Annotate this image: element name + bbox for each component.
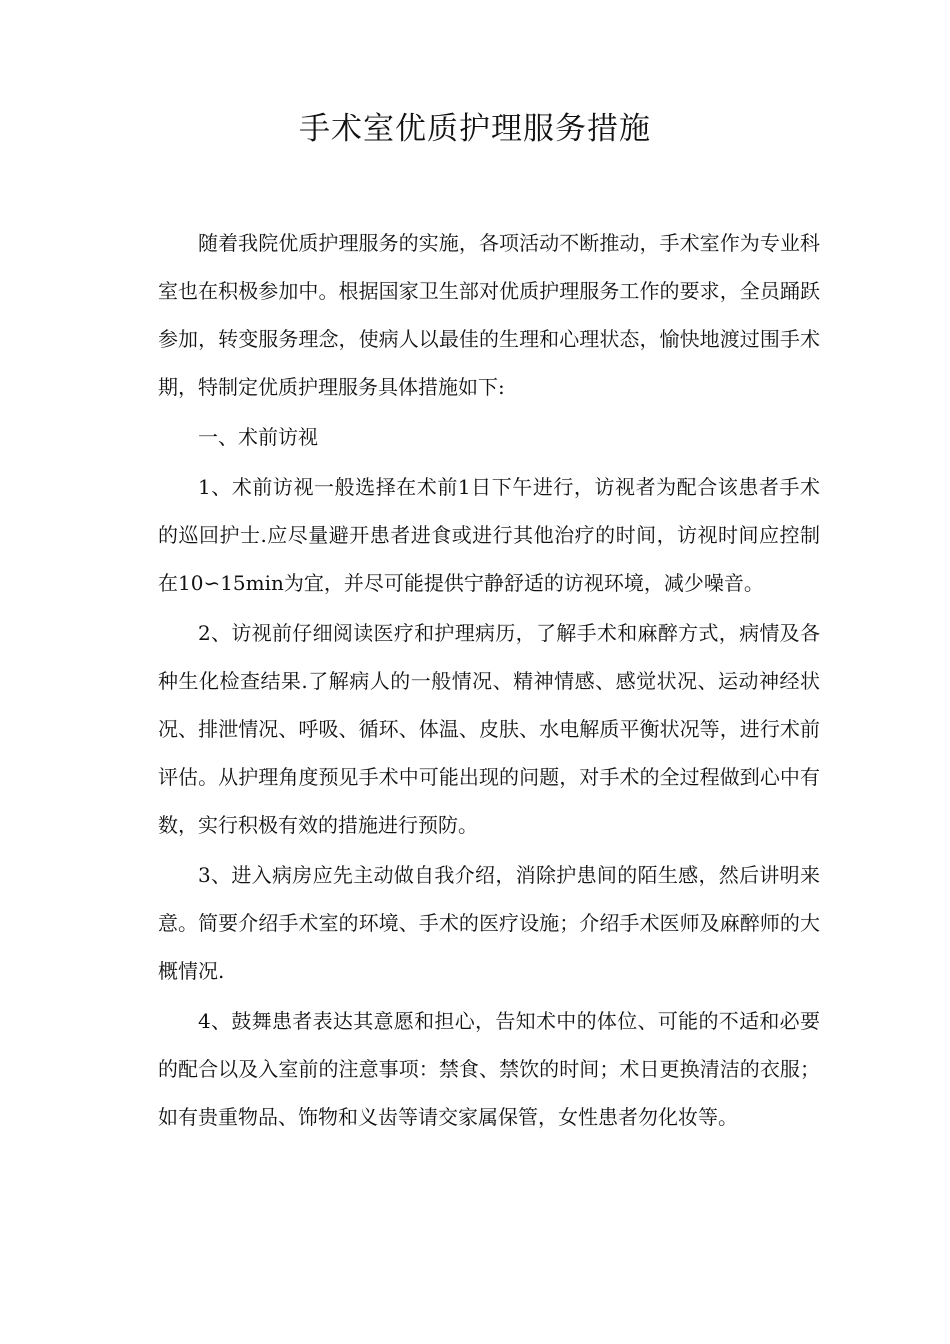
section-heading: 一、术前访视 — [198, 425, 318, 449]
document-title: 手术室优质护理服务措施 — [299, 111, 651, 147]
paragraph-item-2: 2、访视前仔细阅读医疗和护理病历，了解手术和麻醉方式，病情及各种生化检查结果.了解病人的一般情况、精神情感、感觉状况、运动神经状况、排泄情况、呼吸、循环、体温、皮肤、水电解质平衡状况等，进行术前评估。从护理角度预见手术中可能出现的问题，对手术的全过程做到心中有数，实行积极有效的措施进行预防。 — [158, 621, 820, 837]
document-body — [158, 219, 820, 1141]
paragraph-item-4: 4、鼓舞患者表达其意愿和担心，告知术中的体位、可能的不适和必要的配合以及入室前的注意事项：禁食、禁饮的时间；术日更换清洁的衣服；如有贵重物品、饰物和义齿等请交家属保管，女性患者勿化妆等。 — [158, 1009, 820, 1129]
paragraph-item-3: 3、进入病房应先主动做自我介绍，消除护患间的陌生感，然后讲明来意。简要介绍手术室的环境、手术的医疗设施；介绍手术医师及麻醉师的大概情况. — [158, 863, 820, 983]
paragraph-item-1: 1、术前访视一般选择在术前1日下午进行，访视者为配合该患者手术的巡回护士.应尽量避开患者进食或进行其他治疗的时间，访视时间应控制在10∽15min为宜，并尽可能提供宁静舒适的访视环境，减少噪音。 — [158, 475, 820, 595]
intro-paragraph: 随着我院优质护理服务的实施，各项活动不断推动，手术室作为专业科室也在积极参加中。根据国家卫生部对优质护理服务工作的要求，全员踊跃参加，转变服务理念，使病人以最佳的生理和心理状态，愉快地渡过围手术期，特制定优质护理服务具体措施如下: — [158, 231, 820, 399]
